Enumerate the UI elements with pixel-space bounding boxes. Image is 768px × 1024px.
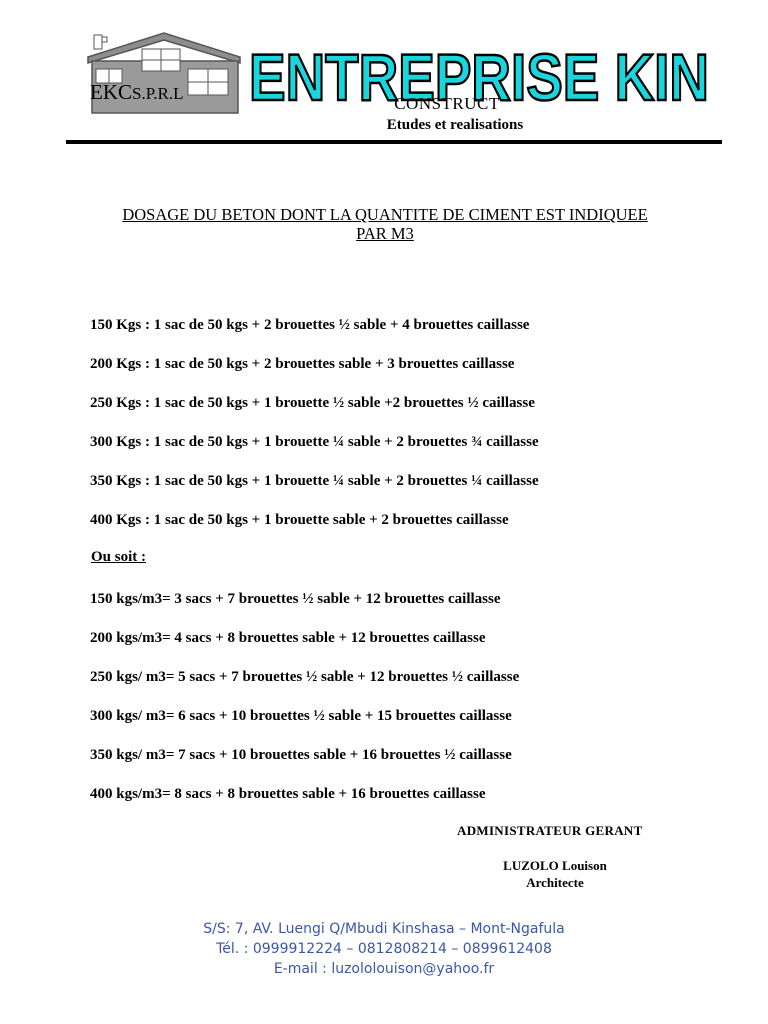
section-heading: Ou soit : (91, 549, 147, 565)
dosage-line: 150 Kgs : 1 sac de 50 kgs + 2 brouettes ½ sable + 4 brouettes caillasse (90, 317, 530, 333)
dosage-m3-line: 350 kgs/ m3= 7 sacs + 10 brouettes sable + 16 brouettes ½ caillasse (90, 747, 512, 763)
company-subtitle: CONSTRUCT (394, 94, 500, 113)
footer-phone: Tél. : 0999912224 – 0812808214 – 0899612408 (216, 941, 552, 957)
header-divider (66, 140, 722, 144)
dosage-line: 200 Kgs : 1 sac de 50 kgs + 2 brouettes sable + 3 brouettes caillasse (90, 356, 515, 372)
dosage-line: 250 Kgs : 1 sac de 50 kgs + 1 brouette ½ sable +2 brouettes ½ caillasse (90, 395, 535, 411)
footer-email: E-mail : luzololouison@yahoo.fr (273, 961, 495, 977)
dosage-m3-line: 150 kgs/m3= 3 sacs + 7 brouettes ½ sable + 12 brouettes caillasse (90, 591, 501, 607)
title-line-2: PAR M3 (356, 224, 414, 243)
logo-text: EKCS.P.R.L (90, 80, 184, 104)
dosage-m3-line: 400 kgs/m3= 8 sacs + 8 brouettes sable + 16 brouettes caillasse (90, 786, 486, 802)
dosage-m3-line: 200 kgs/m3= 4 sacs + 8 brouettes sable + 12 brouettes caillasse (90, 630, 486, 646)
signatory (480, 857, 630, 891)
brand-title-text: ENTREPRISE KIN (249, 40, 709, 114)
signatory-role: ADMINISTRATEUR GERANT (457, 823, 643, 838)
dosage-line: 350 Kgs : 1 sac de 50 kgs + 1 brouette ¼ sable + 2 brouettes ¼ caillasse (90, 473, 539, 489)
dosage-line: 300 Kgs : 1 sac de 50 kgs + 1 brouette ¼ sable + 2 brouettes ¾ caillasse (90, 434, 539, 450)
company-tagline: Etudes et realisations (386, 117, 524, 133)
signatory-title: Architecte (526, 875, 584, 890)
signatory-name: LUZOLO Louison (503, 858, 607, 873)
dosage-m3-line: 300 kgs/ m3= 6 sacs + 10 brouettes ½ sable + 15 brouettes caillasse (90, 708, 512, 724)
dosage-line: 400 Kgs : 1 sac de 50 kgs + 1 brouette sable + 2 brouettes caillasse (90, 512, 509, 528)
title-line-1: DOSAGE DU BETON DONT LA QUANTITE DE CIMENT EST INDIQUEE (122, 205, 648, 224)
dosage-m3-line: 250 kgs/ m3= 5 sacs + 7 brouettes ½ sable + 12 brouettes ½ caillasse (90, 669, 520, 685)
document-title (80, 205, 690, 243)
footer-address: S/S: 7, AV. Luengi Q/Mbudi Kinshasa – Mont-Ngafula (203, 921, 565, 937)
